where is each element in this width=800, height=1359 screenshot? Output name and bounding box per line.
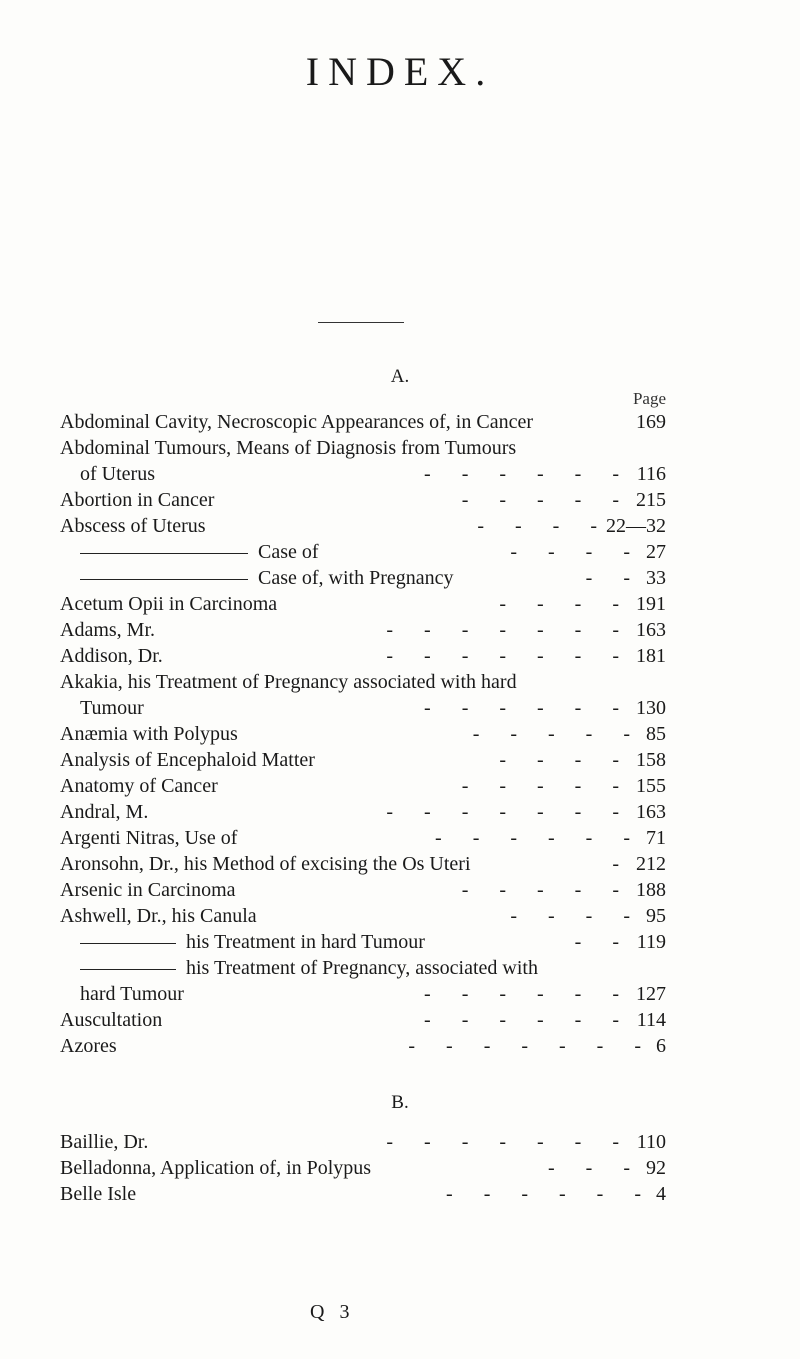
leader-dashes: - - - - - -: [424, 463, 619, 485]
index-entry: [60, 513, 666, 539]
ditto-entry: [80, 955, 538, 981]
index-entry-text: Anatomy of Cancer: [60, 775, 218, 797]
index-entry-page: 110: [636, 1131, 666, 1153]
index-entry-text: of Uterus: [80, 463, 155, 485]
signature-mark: Q 3: [310, 1301, 355, 1323]
index-entry-page: 163: [636, 619, 666, 641]
index-entry-page: 33: [646, 567, 666, 589]
index-section-b: [60, 1129, 666, 1207]
index-entry-text: Auscultation: [60, 1009, 163, 1031]
index-entry-page: 163: [636, 801, 666, 823]
index-entry: [60, 903, 666, 929]
leader-dashes: - - - - - -: [435, 827, 630, 849]
leader-dashes: - - - -: [510, 541, 630, 563]
ditto-dash-rule: [80, 943, 176, 944]
index-entry: [60, 1155, 666, 1181]
index-entry: [60, 435, 666, 461]
leader-dashes: - - - - -: [461, 879, 619, 901]
ditto-dash-rule: [80, 969, 176, 970]
index-entry-text: Case of: [258, 541, 319, 563]
leader-dashes: - - - - - - -: [386, 801, 619, 823]
leader-dashes: - - - -: [499, 749, 619, 771]
index-entry: [60, 591, 666, 617]
index-entry-page: 95: [646, 905, 666, 927]
index-entry: [60, 669, 666, 695]
index-entry: [60, 799, 666, 825]
index-entry-text: Abscess of Uterus: [60, 515, 206, 537]
index-entry-text: Case of, with Pregnancy: [258, 567, 454, 589]
index-entry-text: Arsenic in Carcinoma: [60, 879, 236, 901]
leader-dashes: - - - -: [499, 593, 619, 615]
leader-dashes: - - - - -: [461, 489, 619, 511]
index-entry-text: his Treatment in hard Tumour: [186, 931, 425, 953]
index-entry: [60, 565, 666, 591]
index-entry: [60, 1007, 666, 1033]
index-entry-text: Aronsohn, Dr., his Method of excising the Os Uteri: [60, 853, 471, 875]
title-rule: [318, 322, 404, 323]
index-entry-page: 212: [636, 853, 666, 875]
index-entry-text: Abdominal Cavity, Necroscopic Appearances of, in Cancer: [60, 411, 533, 433]
index-entry-text: Ashwell, Dr., his Canula: [60, 905, 257, 927]
index-entry: [60, 981, 666, 1007]
index-entry: [60, 773, 666, 799]
index-entry: [60, 851, 666, 877]
index-entry: [60, 643, 666, 669]
ditto-dash-rule: [80, 579, 248, 580]
index-entry: [60, 539, 666, 565]
index-entry-text: Azores: [60, 1035, 117, 1057]
leader-dashes: - - - - -: [472, 723, 630, 745]
index-entry-text: Belladonna, Application of, in Polypus: [60, 1157, 372, 1179]
leader-dashes: - - - - - -: [446, 1183, 641, 1205]
index-entry-page: 22—32: [606, 515, 666, 537]
index-entry: [60, 747, 666, 773]
leader-dashes: - -: [585, 567, 630, 589]
index-entry-text: his Treatment of Pregnancy, associated with: [186, 957, 538, 979]
index-entry-text: Argenti Nitras, Use of: [60, 827, 238, 849]
index-entry: [60, 695, 666, 721]
index-entry: [60, 955, 666, 981]
leader-dashes: - - - - -: [461, 775, 619, 797]
index-entry-text: Andral, M.: [60, 801, 149, 823]
index-entry: [60, 877, 666, 903]
index-entry: [60, 825, 666, 851]
index-entry: [60, 461, 666, 487]
index-entry-page: 181: [636, 645, 666, 667]
index-entry-page: 215: [636, 489, 666, 511]
index-entry-page: 114: [636, 1009, 666, 1031]
index-entry-page: 116: [636, 463, 666, 485]
index-entry-text: Acetum Opii in Carcinoma: [60, 593, 278, 615]
index-entry-text: Belle Isle: [60, 1183, 137, 1205]
index-section-a: [60, 409, 666, 1059]
leader-dashes: - - - -: [477, 515, 597, 537]
index-entry-page: 130: [636, 697, 666, 719]
ditto-entry: [80, 539, 319, 565]
index-entry-text: hard Tumour: [80, 983, 184, 1005]
index-entry-page: 191: [636, 593, 666, 615]
leader-dashes: - - - -: [510, 905, 630, 927]
index-entry-text: Baillie, Dr.: [60, 1131, 149, 1153]
leader-dashes: - - -: [548, 1157, 630, 1179]
ditto-entry: [80, 929, 425, 955]
leader-dashes: - - - - - - -: [386, 1131, 619, 1153]
page-title: INDEX.: [305, 49, 495, 94]
index-entry-text: Abdominal Tumours, Means of Diagnosis from Tumours: [60, 437, 517, 459]
leader-dashes: - - - - - - -: [386, 619, 619, 641]
index-entry: [60, 1129, 666, 1155]
page-column-label: Page: [632, 389, 666, 408]
ditto-dash-rule: [80, 553, 248, 554]
section-letter-a: A.: [390, 366, 410, 387]
index-entry-page: 155: [636, 775, 666, 797]
section-letter-b: B.: [391, 1092, 409, 1113]
ditto-entry: [80, 565, 454, 591]
index-entry: [60, 721, 666, 747]
index-entry-text: Abortion in Cancer: [60, 489, 215, 511]
index-entry-text: Analysis of Encephaloid Matter: [60, 749, 315, 771]
index-entry-text: Akakia, his Treatment of Pregnancy associated with hard: [60, 671, 517, 693]
index-entry-page: 4: [656, 1183, 666, 1205]
index-entry: [60, 1033, 666, 1059]
index-entry-text: Addison, Dr.: [60, 645, 163, 667]
leader-dashes: - -: [574, 931, 619, 953]
index-entry-page: 158: [636, 749, 666, 771]
index-entry-page: 27: [646, 541, 666, 563]
index-entry-page: 85: [646, 723, 666, 745]
index-entry-page: 188: [636, 879, 666, 901]
index-entry-page: 71: [646, 827, 666, 849]
index-entry-page: 92: [646, 1157, 666, 1179]
index-entry-text: Anæmia with Polypus: [60, 723, 238, 745]
leader-dashes: - - - - - -: [424, 983, 619, 1005]
index-entry: [60, 929, 666, 955]
index-entry-page: 169: [636, 411, 666, 433]
index-entry: [60, 1181, 666, 1207]
leader-dashes: -: [612, 853, 619, 875]
index-entry-page: 119: [636, 931, 666, 953]
index-entry: [60, 409, 666, 435]
index-entry-page: 6: [656, 1035, 666, 1057]
leader-dashes: - - - - - - -: [408, 1035, 641, 1057]
index-entry-text: Tumour: [80, 697, 144, 719]
index-entry-page: 127: [636, 983, 666, 1005]
index-entry: [60, 617, 666, 643]
leader-dashes: - - - - - -: [424, 1009, 619, 1031]
index-entry: [60, 487, 666, 513]
leader-dashes: - - - - - -: [424, 697, 619, 719]
index-entry-text: Adams, Mr.: [60, 619, 155, 641]
leader-dashes: - - - - - - -: [386, 645, 619, 667]
